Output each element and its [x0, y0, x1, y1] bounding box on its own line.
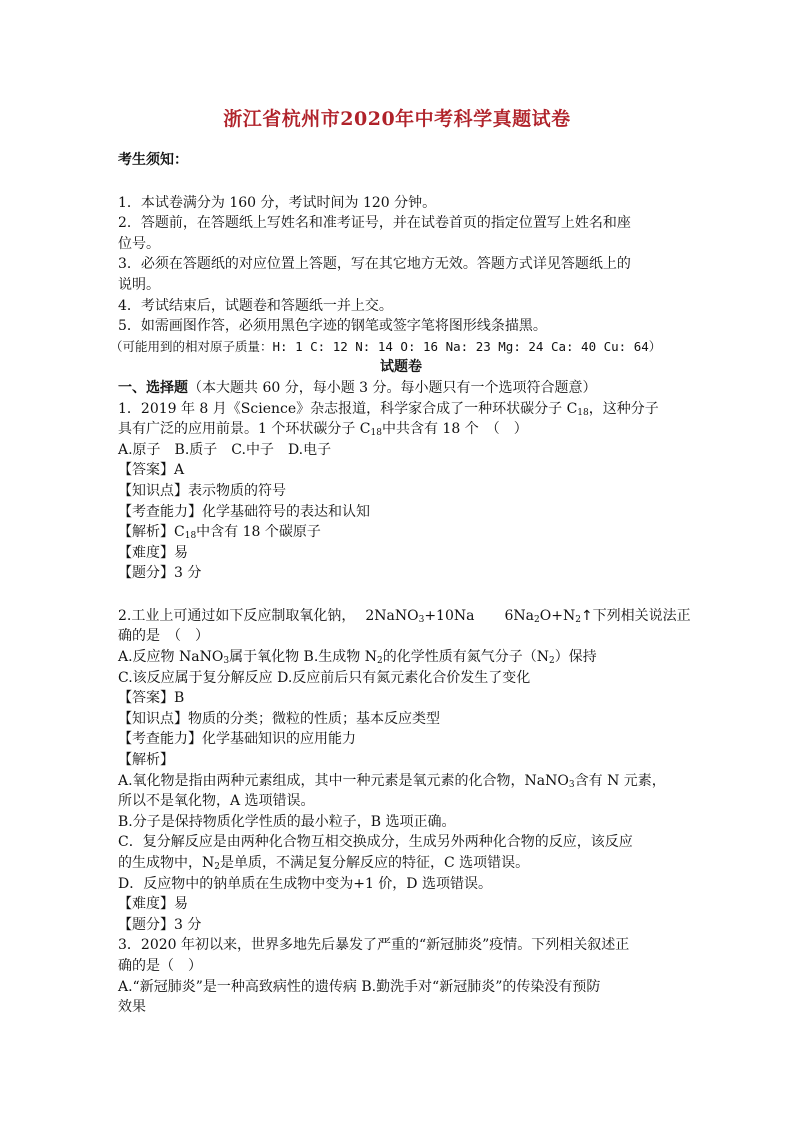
- notice-item: 说明。: [118, 276, 160, 293]
- q2-option-cd: C.该反应属于复分解反应 D.反应前后只有氮元素化合价发生了变化: [118, 669, 531, 686]
- notice-item: 3．必须在答题纸的对应位置上答题，写在其它地方无效。答题方式详见答题纸上的: [118, 256, 631, 273]
- subscript: 2: [376, 656, 383, 667]
- notice-item: 2．答题前，在答题纸上写姓名和准考证号，并在试卷首页的指定位置写上姓名和座: [118, 215, 631, 232]
- subscript: 18: [577, 407, 589, 418]
- q3-option-line: 效果: [118, 999, 146, 1016]
- q2-analysis-line: [118, 771, 684, 792]
- q3-option-line: A.“新冠肺炎”是一种高致病性的遗传病 B.勤洗手对“新冠肺炎”的传染没有预防: [118, 978, 601, 995]
- subscript: 2: [214, 862, 220, 872]
- q2-ability: 【考查能力】化学基础知识的应用能力: [118, 731, 356, 748]
- q1-text: 中含有 18 个碳原子: [196, 524, 321, 541]
- equation-text: 6Na: [504, 607, 534, 624]
- q1-knowledge: 【知识点】表示物质的符号: [118, 482, 286, 499]
- subscript: 18: [184, 531, 197, 542]
- chemical-equation: [365, 608, 592, 624]
- q3-stem-line: 3．2020 年初以来，世界多地先后暴发了严重的“新冠肺炎”疫情。下列相关叙述正: [118, 937, 630, 954]
- notice-item: 1．本试卷满分为 160 分，考试时间为 120 分钟。: [118, 194, 437, 211]
- section-heading: [118, 378, 684, 399]
- q2-option-ab: [118, 647, 684, 668]
- equation-text: 2NaNO: [365, 607, 419, 624]
- q2-answer: 【答案】B: [118, 690, 185, 707]
- q2-text: 的生成物中，N: [118, 855, 215, 871]
- subscript: 3: [223, 656, 230, 667]
- q2-analysis-line: C．复分解反应是由两种化合物互相交换成分，生成另外两种化合物的反应，该反应: [118, 834, 633, 851]
- subscript: 2: [575, 614, 581, 625]
- q2-score: 【题分】3 分: [118, 916, 202, 933]
- q2-analysis-line: B.分子是保持物质化学性质的最小粒子，B 选项正确。: [118, 813, 456, 830]
- q1-difficulty: 【难度】易: [118, 544, 188, 561]
- section-label: 一、选择题: [118, 379, 188, 396]
- q1-text: 1．2019 年 8 月《Science》杂志报道，科学家合成了一种环状碳分子 C: [118, 400, 578, 417]
- q2-stem-line: [118, 606, 691, 627]
- q1-text: 具有广泛的应用前景。1 个环状碳分子 C: [118, 421, 371, 438]
- q2-analysis-line: [118, 853, 684, 874]
- q2-difficulty: 【难度】易: [118, 896, 188, 913]
- notice-item: 4．考试结束后，试题卷和答题纸一并上交。: [118, 297, 393, 314]
- q2-analysis-line: 所以不是氧化物，A 选项错误。: [118, 793, 315, 810]
- q2-text: ）保持: [554, 649, 597, 666]
- q2-text: 含有 N 元素，: [574, 772, 666, 789]
- equation-text: +10Na: [424, 607, 475, 624]
- q2-text: 2.工业上可通过如下反应制取氧化钠，: [118, 607, 356, 624]
- q1-text: ，这种分子: [588, 400, 659, 417]
- q2-text: A.氧化物是指由两种元素组成，其中一种元素是氧元素的化合物，NaNO: [118, 772, 569, 789]
- q2-text: 的化学性质有氮气分子（N: [382, 649, 549, 666]
- notice-item: 位号。: [118, 235, 160, 252]
- notice-item: 5．如需画图作答，必须用黑色字迹的钢笔或签字笔将图形线条描黑。: [118, 318, 547, 335]
- q1-score: 【题分】3 分: [118, 565, 202, 582]
- notice-heading: 考生须知：: [118, 152, 188, 168]
- subscript: 18: [370, 428, 382, 439]
- q1-stem-line: [118, 419, 684, 440]
- q2-knowledge: 【知识点】物质的分类；微粒的性质；基本反应类型: [118, 710, 440, 727]
- q1-stem-line: [118, 399, 684, 420]
- q3-stem-line: 确的是（ ）: [118, 957, 202, 974]
- q1-text: 【解析】C: [118, 524, 185, 541]
- spacer: [118, 584, 684, 606]
- q2-stem-line: 确的是 （ ）: [118, 628, 209, 645]
- q1-options: A.原子 B.质子 C.中子 D.电子: [118, 441, 332, 458]
- q2-analysis-heading: 【解析】: [118, 752, 174, 769]
- q2-text: 下列相关说法正: [592, 607, 691, 624]
- q2-text: 属于氧化物 B.生成物 N: [229, 649, 377, 666]
- spacer: [118, 171, 684, 193]
- equation-text: O+N: [539, 607, 576, 624]
- section-title: 试题卷: [380, 359, 422, 376]
- subscript: 3: [418, 614, 425, 625]
- q1-ability: 【考查能力】化学基础符号的表达和认知: [118, 503, 370, 520]
- q2-text: A.反应物 NaNO: [118, 649, 224, 666]
- q2-analysis-line: D．反应物中的钠单质在生成物中变为+1 价，D 选项错误。: [118, 875, 492, 892]
- page-title: 浙江省杭州市2020年中考科学真题试卷: [223, 108, 571, 130]
- up-arrow-icon: ↑: [580, 607, 593, 624]
- q2-text: 是单质，不满足复分解反应的特征，C 选项错误。: [219, 855, 530, 871]
- q1-text: 中共含有 18 个 （ ）: [381, 421, 528, 438]
- section-note: （本大题共 60 分，每小题 3 分。每小题只有一个选项符合题意）: [188, 379, 597, 396]
- q1-analysis: [118, 522, 684, 543]
- atomic-mass-note: （可能用到的相对原子质量：H: 1 C: 12 N: 14 O: 16 Na: 23 Mg: 24 Ca: 40 Cu: 64）: [110, 338, 662, 354]
- subscript: 3: [568, 779, 575, 790]
- q1-answer: 【答案】A: [118, 462, 185, 479]
- subscript: 2: [548, 656, 555, 667]
- subscript: 2: [534, 614, 540, 625]
- document-body: [110, 150, 691, 1018]
